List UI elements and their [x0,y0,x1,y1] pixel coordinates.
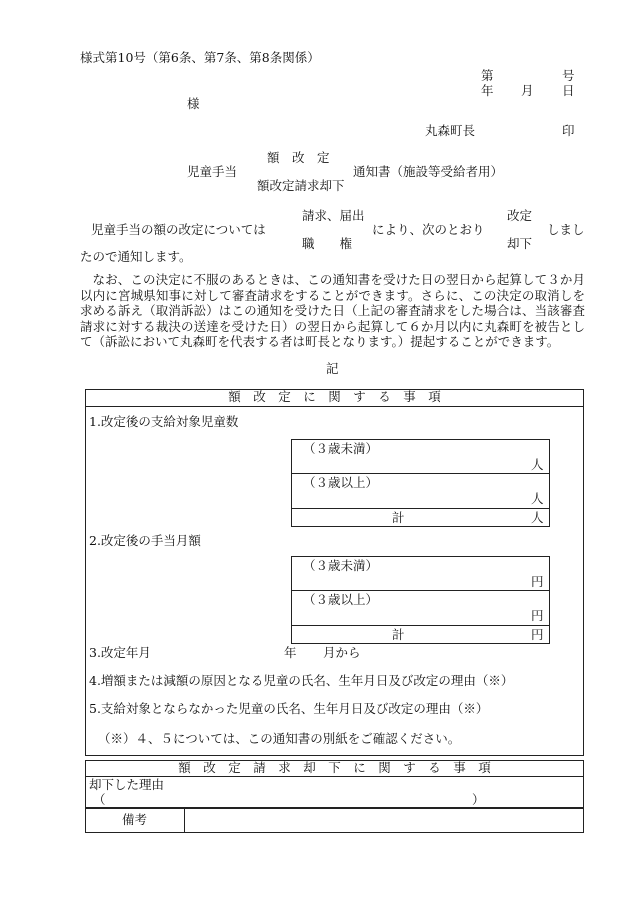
recipient-honorific: 様 [187,96,200,111]
item3-month-from: 月から [323,645,361,660]
items-note: （※）４、５については、この通知書の別紙をご確認ください。 [98,731,461,746]
item3-label: 3.改定年月 [89,645,151,660]
form-number: 様式第10号（第6条、第7条、第8条関係） [80,50,320,65]
item5-label: 5.支給対象とならなかった児童の氏名、生年月日及び改定の理由（※） [89,701,489,716]
children-table-divider-2 [291,508,550,509]
item2-label: 2.改定後の手当月額 [89,533,201,548]
intro-text-1: 児童手当の額の改定については [91,222,266,237]
ki-mark: 記 [326,361,339,376]
item1-label: 1.改定後の支給対象児童数 [89,414,239,429]
intro-text-2: により、次のとおり [372,222,485,237]
appeal-notice: なお、この決定に不服のあるときは、この通知書を受けた日の翌日から起算して３か月以内に宮城県知事に対して審査請求をすることができます。さらに、この決定の取消しを求める訴え（取消訴訟）はこの通知を受けた日（上記の審査請求をした場合は、当該審査請求に対する裁決の送達を受けた日）の翌日から起算して６か月以内に丸森町を被告として（訴訟において丸森町を代表する者は町長となります。）提起することができます。 [80,272,585,349]
choice-kyakka: 却下 [507,236,533,251]
section2-header: 額 改 定 請 求 却 下 に 関 す る 事 項 [178,760,491,775]
remarks-label: 備考 [121,812,147,827]
intro-text-3: しまし [547,222,585,237]
allowance-total-label: 計 [392,627,405,642]
allowance-total-unit: 円 [531,627,544,642]
children-under3-label: （３歳未満） [303,441,379,456]
intro-text-4: たので通知します。 [80,249,192,264]
children-total-label: 計 [392,510,405,525]
title-option-kyakka: 額改定請求却下 [257,178,345,193]
children-over3-label: （３歳以上） [303,475,379,490]
allowance-over3-unit: 円 [531,608,544,623]
allowance-over3-label: （３歳以上） [303,592,379,607]
doc-number-dai: 第 [481,68,494,83]
section1-header-divider [85,406,584,407]
date-year: 年 [481,83,494,98]
title-suffix: 通知書（施設等受給者用） [353,164,504,179]
allowance-under3-label: （３歳未満） [303,558,379,573]
choice-seikyu-todokede: 請求、届出 [302,208,365,223]
date-day: 日 [562,83,575,98]
children-over3-unit: 人 [531,491,544,506]
date-month: 月 [521,83,534,98]
doc-number-go: 号 [562,68,575,83]
issuer-name: 丸森町長 [425,123,476,138]
children-under3-unit: 人 [531,457,544,472]
choice-shokken: 職 権 [302,236,353,251]
item4-label: 4.増額または減額の原因となる児童の氏名、生年月日及び改定の理由（※） [89,673,514,688]
item3-year: 年 [284,645,297,660]
title-option-kaitei: 額 改 定 [267,150,330,165]
children-table-divider-1 [291,473,550,474]
children-total-unit: 人 [531,510,544,525]
allowance-table-divider-2 [291,625,550,626]
title-prefix: 児童手当 [187,164,238,179]
reason-paren-open: （ [93,792,106,807]
choice-kaitei: 改定 [507,208,533,223]
allowance-table-divider-1 [291,590,550,591]
rejection-reason-label: 却下した理由 [89,777,165,792]
remarks-divider [184,808,185,833]
reason-paren-close: ） [472,792,485,807]
seal-mark: 印 [562,123,575,138]
allowance-under3-unit: 円 [531,574,544,589]
section1-header: 額 改 定 に 関 す る 事 項 [228,389,441,404]
